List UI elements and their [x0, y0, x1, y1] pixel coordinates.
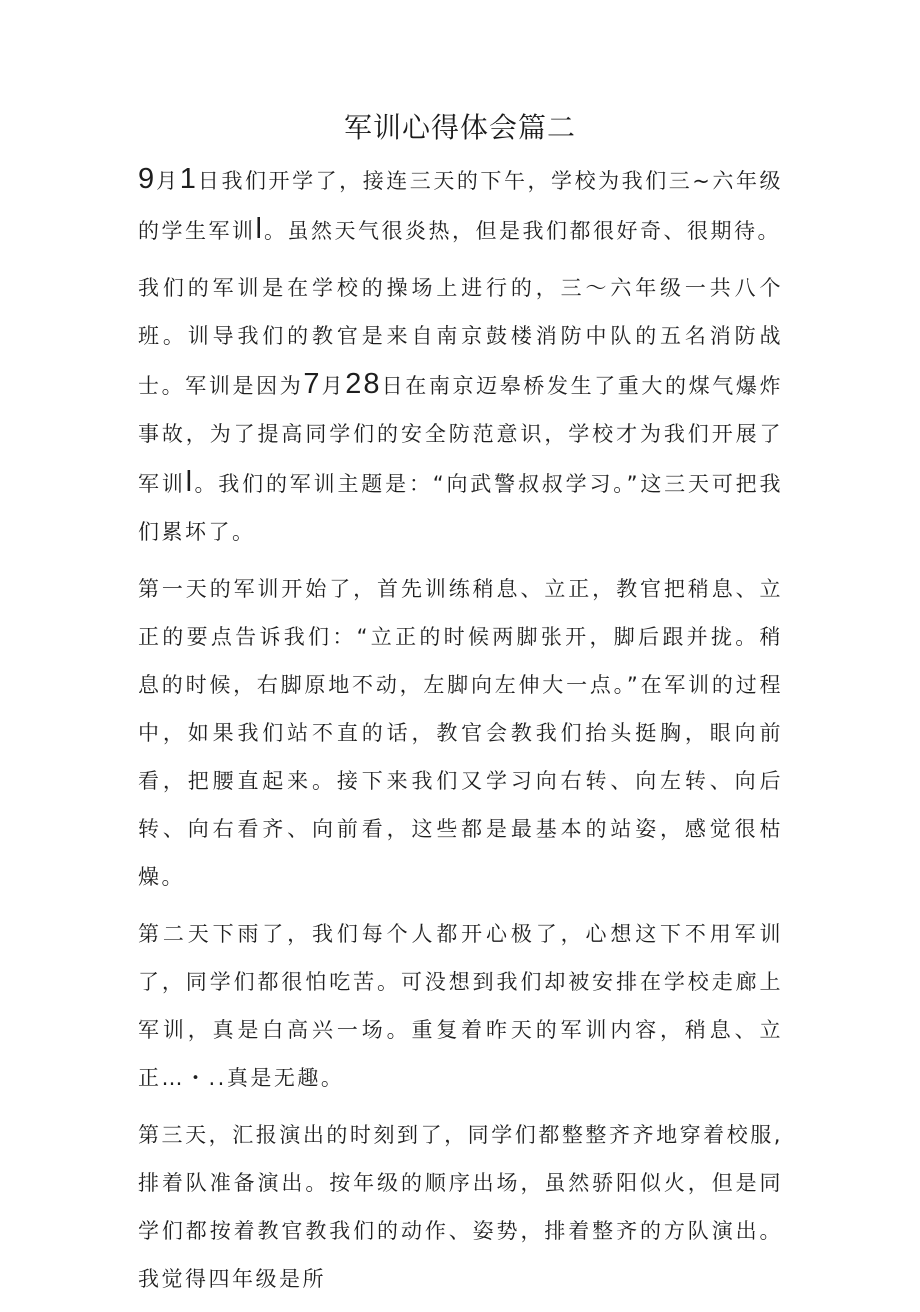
paragraph-text: 日我们开学了，接连三天的下午，学校为我们三~六年级的学生军训	[138, 169, 784, 243]
paragraph-number-text: 1	[179, 163, 198, 195]
paragraph-text: 第一天的军训开始了，首先训练稍息、立正，教官把稍息、立正的要点告诉我们：“立正的时候两脚张开，脚后跟并拢。稍息的时候，右脚原地不动，左脚向左伸大一点。”在军训的过程中，如果我们站不直的话，教官会教我们抬头挺胸，眼向前看，把腰直起来。接下来我们又学习向右转、向左转、向后转、向右看齐、向前看，这些都是最基本的站姿，感觉很枯燥。	[138, 577, 783, 889]
paragraph-text: 我们的军训是在学校的操场上进行的，三～六年级一共八个班。训导我们的教官是来自南京鼓楼消防中队的五名消防战士。军训是因为	[138, 276, 783, 398]
paragraph	[138, 565, 783, 901]
paragraph-number-text: l	[185, 466, 195, 498]
paragraph-number-text: 7	[303, 368, 322, 400]
paragraph	[138, 910, 783, 1102]
paragraph-number-text: 28	[345, 368, 382, 400]
paragraph	[138, 155, 783, 255]
paragraph-text: 月	[156, 169, 180, 193]
paragraph	[138, 264, 783, 556]
paragraph-text: 第三天，汇报演出的时刻到了，同学们都整整齐齐地穿着校服,排着队准备演出。按年级的顺序出场，虽然骄阳似火，但是同学们都按着教官教我们的动作、姿势，排着整齐的方队演出。我觉得四年级是所	[138, 1123, 783, 1291]
paragraph-text: 第二天下雨了，我们每个人都开心极了，心想这下不用军训了，同学们都很怕吃苦。可没想到我们却被安排在学校走廊上军训，真是白高兴一场。重复着昨天的军训内容，稍息、立正…・..真是无趣。	[138, 922, 783, 1090]
document-title: 军训心得体会篇二	[343, 111, 576, 144]
paragraph	[138, 1111, 783, 1303]
paragraph-text: 月	[321, 374, 346, 398]
paragraph-text: 。虽然天气很炎热，但是我们都很好奇、很期待。	[263, 219, 781, 243]
document-body	[138, 155, 783, 1312]
paragraph-number-text: l	[255, 213, 264, 245]
paragraph-text: 日在南京迈皋桥发生了重大的煤气爆炸事故，为了提高同学们的安全防范意识，学校才为我们开展了军训	[138, 374, 784, 496]
paragraph-text: 。我们的军训主题是：“向武警叔叔学习。”这三天可把我们累坏了。	[138, 472, 783, 544]
paragraph-number-text: 9	[138, 163, 157, 195]
